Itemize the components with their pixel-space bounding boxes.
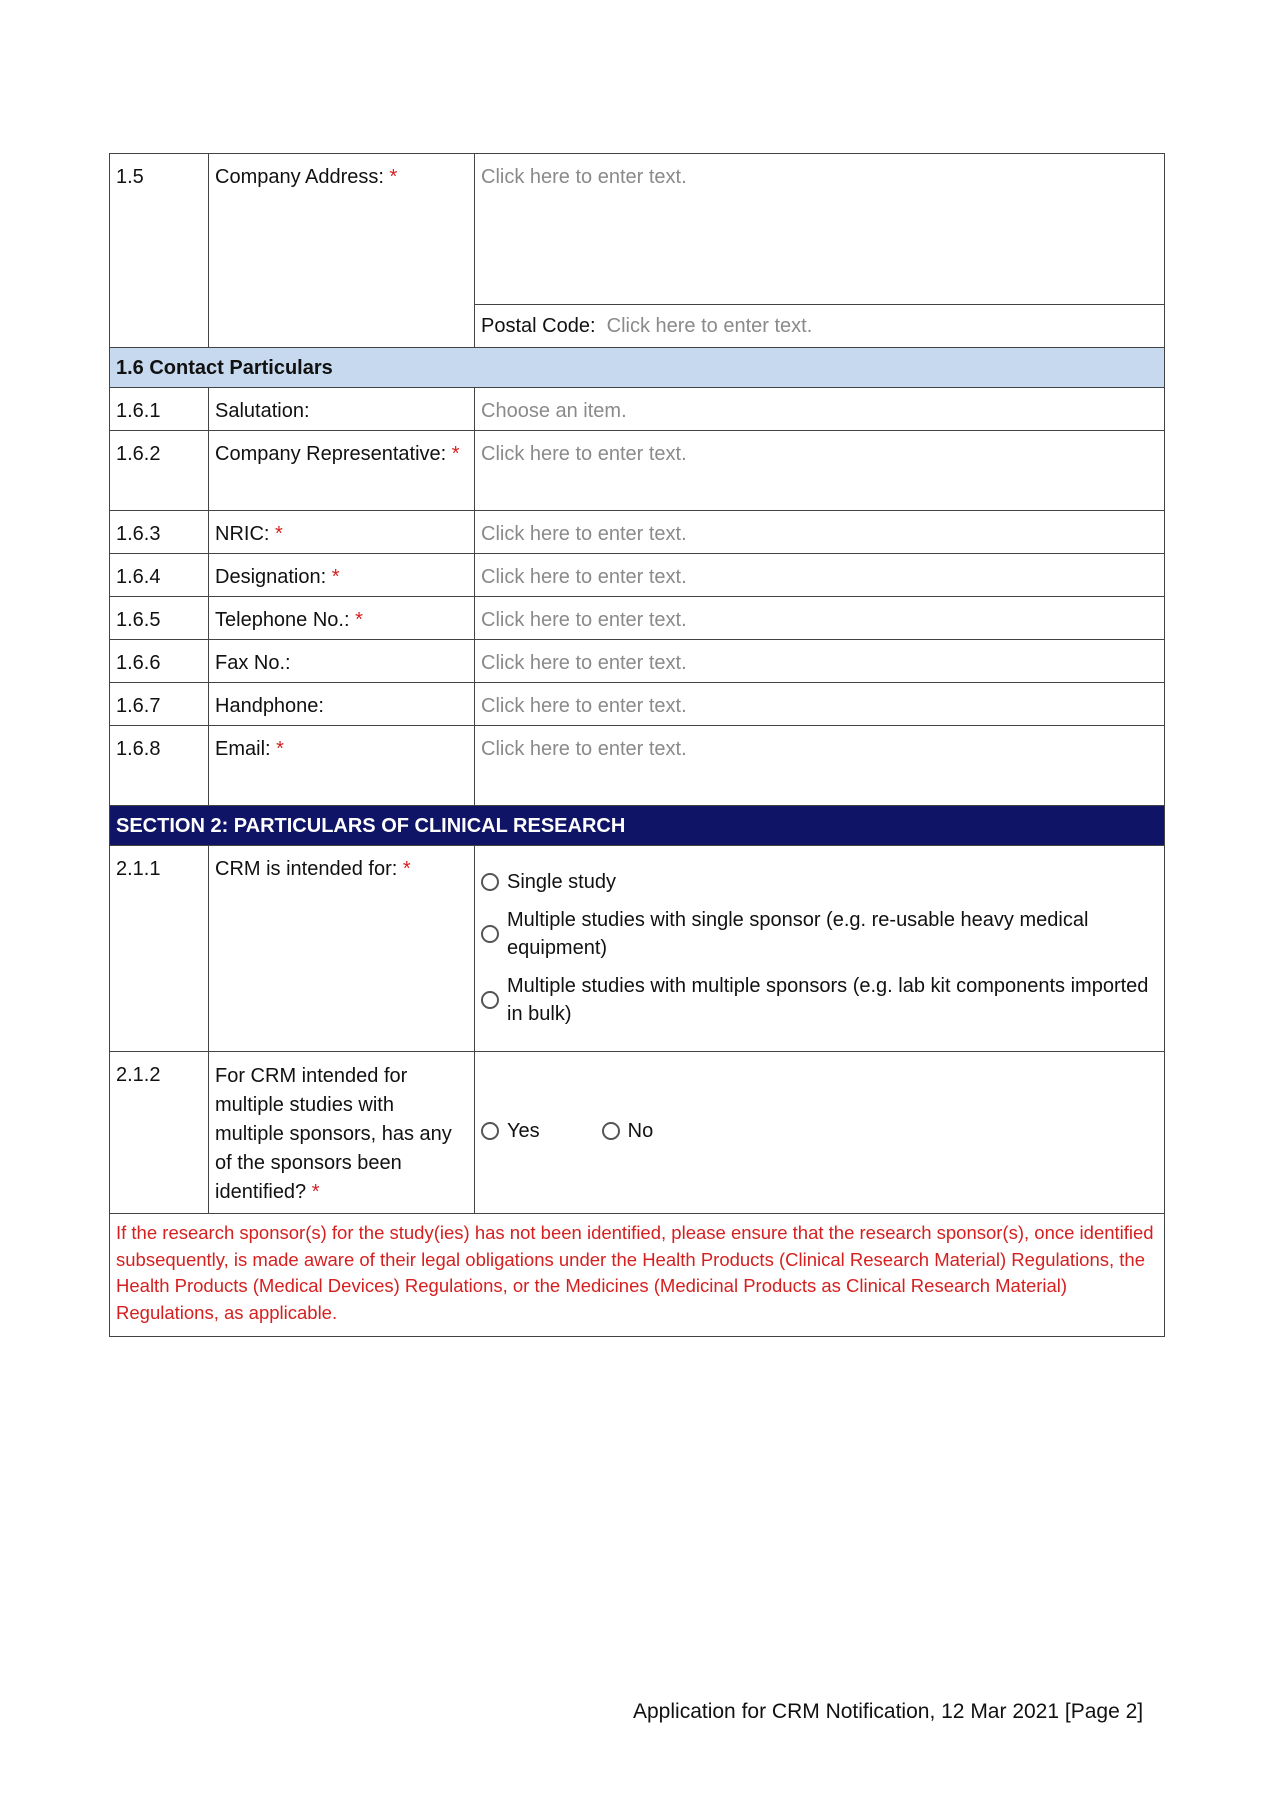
postal-code-label: Postal Code: [481, 315, 596, 337]
row-number: 1.6.6 [110, 640, 209, 683]
handphone-input[interactable]: Click here to enter text. [475, 683, 1165, 726]
radio-circle-icon [481, 991, 499, 1009]
subsection-title: 1.6 Contact Particulars [110, 348, 1165, 388]
field-label: Fax No.: [209, 640, 475, 683]
required-asterisk: * [389, 166, 398, 188]
required-asterisk: * [355, 609, 363, 631]
company-address-input[interactable]: Click here to enter text. [481, 166, 687, 188]
salutation-dropdown[interactable]: Choose an item. [475, 388, 1165, 431]
row-number: 2.1.2 [110, 1052, 209, 1214]
field-label: Telephone No.: * [209, 597, 475, 640]
radio-option-no[interactable]: No [602, 1118, 654, 1144]
row-number: 2.1.1 [110, 846, 209, 1052]
row-1-6-7 [110, 683, 1165, 726]
row-2-1-1 [110, 846, 1165, 1052]
page-footer: Application for CRM Notification, 12 Mar 2021 [Page 2] [633, 1700, 1144, 1723]
row-1-6-5 [110, 597, 1165, 640]
sponsor-notice-text: If the research sponsor(s) for the study(ies) has not been identified, please ensure that the research sponsor(s), once identified subsequently, is made aware of their legal obligations under the Health Products (Clinical Research Material) Regulations, the Health Products (Medical Devices) Regulations, or the Medicines (Medicinal Products as Clinical Research Material) Regulations, as applicable. [110, 1214, 1165, 1337]
field-label: CRM is intended for: * [209, 846, 475, 1052]
row-1-6-1 [110, 388, 1165, 431]
row-1-5 [110, 154, 1165, 348]
required-asterisk: * [451, 443, 460, 465]
designation-input[interactable]: Click here to enter text. [475, 554, 1165, 597]
radio-option-multiple-multiple-sponsors[interactable]: Multiple studies with multiple sponsors (e.g. lab kit components imported in bulk) [481, 972, 1158, 1028]
row-1-6-4 [110, 554, 1165, 597]
field-label: Designation: * [209, 554, 475, 597]
sponsor-notice-row [110, 1214, 1165, 1337]
field-label: Company Representative: * [209, 431, 475, 511]
field-label: Email: * [209, 726, 475, 806]
contact-particulars-header [110, 348, 1165, 388]
required-asterisk: * [275, 523, 283, 545]
crm-intended-radio-group [475, 846, 1165, 1052]
radio-circle-icon [481, 873, 499, 891]
row-number: 1.6.2 [110, 431, 209, 511]
row-1-6-3 [110, 511, 1165, 554]
row-number: 1.6.4 [110, 554, 209, 597]
postal-code-input[interactable]: Click here to enter text. [606, 315, 813, 337]
row-1-6-6 [110, 640, 1165, 683]
crm-form-table [109, 153, 1165, 1337]
row-1-6-8 [110, 726, 1165, 806]
radio-circle-icon [481, 1122, 499, 1140]
field-label: NRIC: * [209, 511, 475, 554]
field-label: Handphone: [209, 683, 475, 726]
email-input[interactable]: Click here to enter text. [475, 726, 1165, 806]
radio-option-multiple-single-sponsor[interactable]: Multiple studies with single sponsor (e.g. re-usable heavy medical equipment) [481, 906, 1158, 962]
field-label: Company Address: * [209, 154, 475, 348]
radio-option-single-study[interactable]: Single study [481, 868, 1158, 896]
section-title: SECTION 2: PARTICULARS OF CLINICAL RESEARCH [110, 806, 1165, 846]
sponsor-identified-radio-group [475, 1052, 1165, 1214]
field-label: Salutation: [209, 388, 475, 431]
row-number: 1.6.7 [110, 683, 209, 726]
row-number: 1.6.5 [110, 597, 209, 640]
radio-circle-icon [602, 1122, 620, 1140]
radio-option-yes[interactable]: Yes [481, 1118, 540, 1144]
company-representative-input[interactable]: Click here to enter text. [475, 431, 1165, 511]
section-2-header [110, 806, 1165, 846]
postal-code-row [475, 304, 1164, 347]
required-asterisk: * [402, 858, 411, 880]
fax-input[interactable]: Click here to enter text. [475, 640, 1165, 683]
required-asterisk: * [276, 738, 284, 760]
nric-input[interactable]: Click here to enter text. [475, 511, 1165, 554]
required-asterisk: * [331, 566, 340, 588]
row-number: 1.6.8 [110, 726, 209, 806]
field-label: For CRM intended for multiple studies with multiple sponsors, has any of the sponsors been identified? * [209, 1052, 475, 1214]
required-asterisk: * [311, 1181, 320, 1203]
row-number: 1.5 [110, 154, 209, 348]
radio-circle-icon [481, 925, 499, 943]
company-address-cell [475, 154, 1165, 348]
telephone-input[interactable]: Click here to enter text. [475, 597, 1165, 640]
row-1-6-2 [110, 431, 1165, 511]
row-number: 1.6.1 [110, 388, 209, 431]
row-number: 1.6.3 [110, 511, 209, 554]
row-2-1-2 [110, 1052, 1165, 1214]
